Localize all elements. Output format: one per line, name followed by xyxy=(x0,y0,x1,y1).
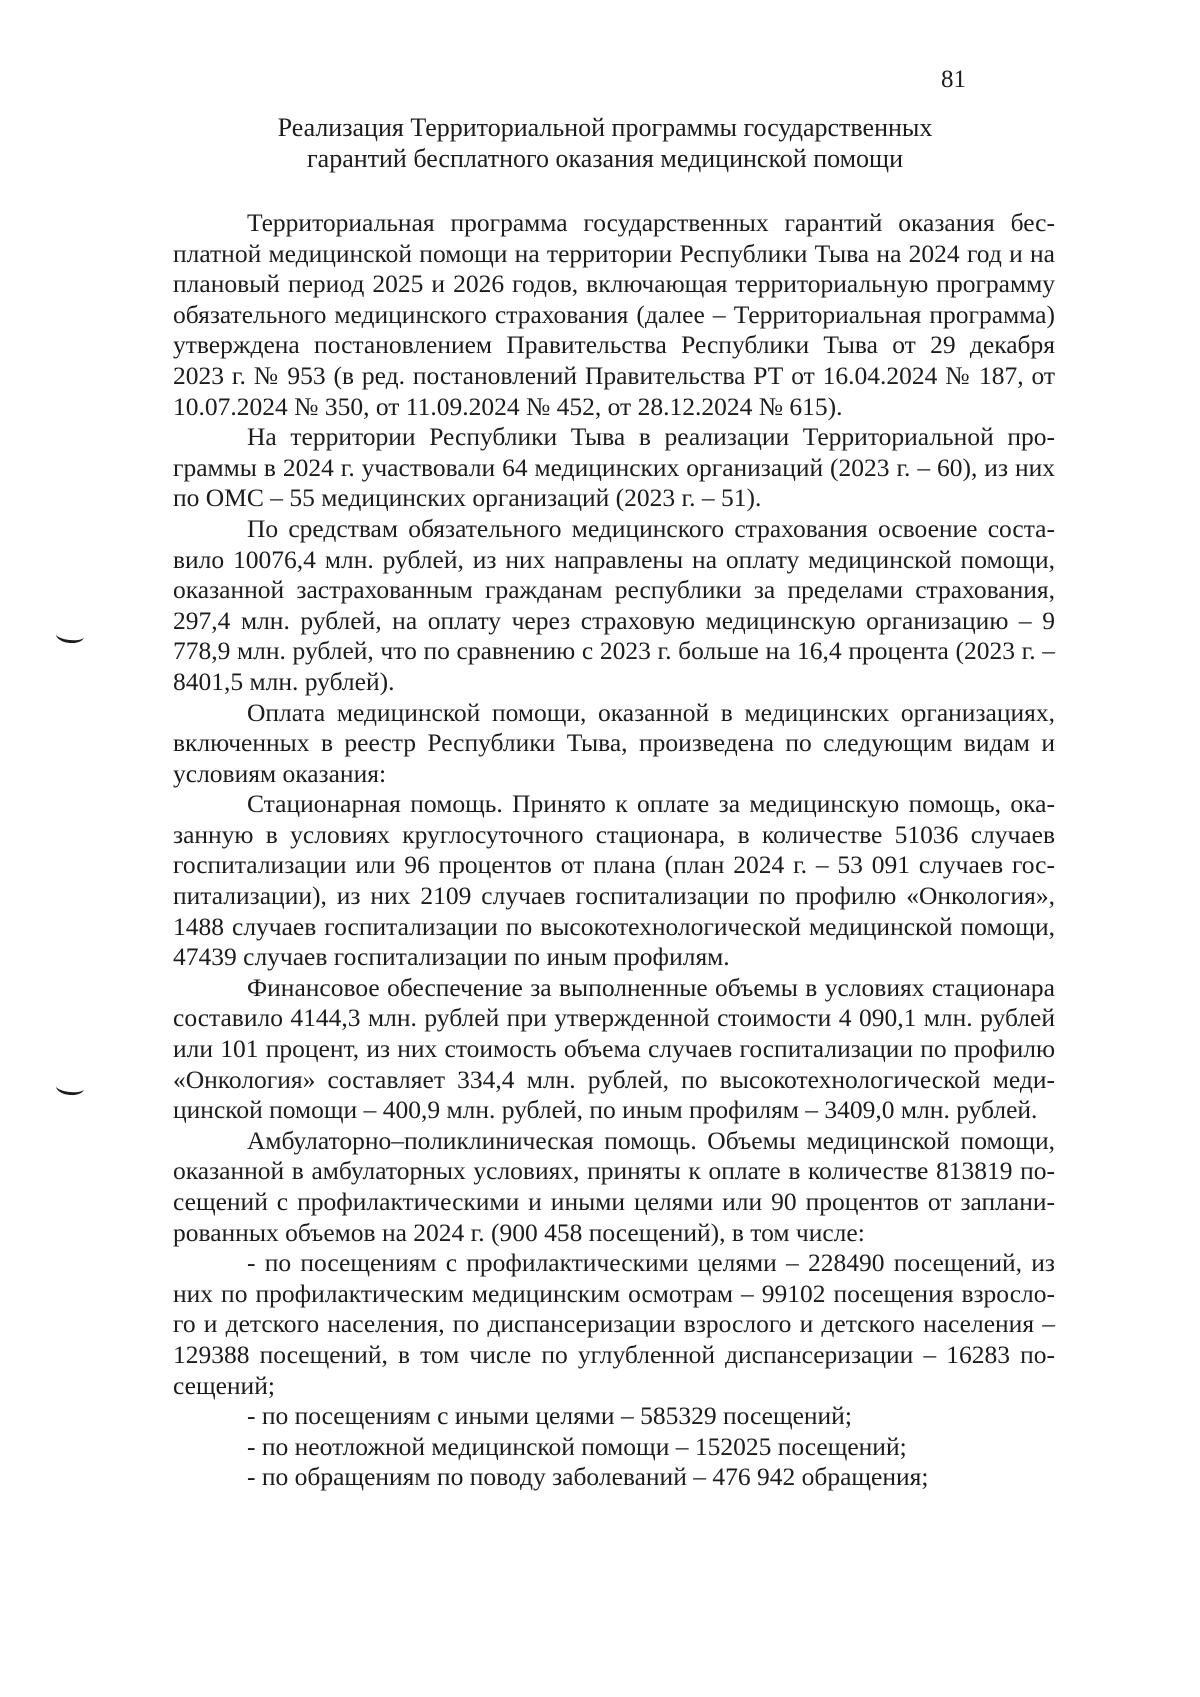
paragraph-inpatient-financing: Финансовое обеспечение за выполненные объемы в условиях стационара составило 4144,3 млн. рублей при утвержденной стоимости 4 090,1 млн. рублей или 101 процент, из них стоимость объема случаев госпитализации по профилю «Онкология» составляет 334,4 млн. рублей, по высокотехнологической медицинской помощи – 400,9 млн. рублей, по иным профилям – 3409,0 млн. рублей. xyxy=(173,972,1055,1125)
list-item-other-visits: - по посещениям с иными целями – 585329 посещений; xyxy=(247,1401,852,1431)
list-item-emergency-care: - по неотложной медицинской помощи – 152025 посещений; xyxy=(247,1431,907,1461)
section-title-line-1: Реализация Территориальной программы государственных xyxy=(277,113,933,142)
paragraph-inpatient-care: Стационарная помощь. Принято к оплате за медицинскую помощь, оказанную в условиях круглосуточного стационара, в количестве 51036 случаев госпитализации или 96 процентов от плана (план 2024 г. – 53 091 случаев госпитализации), из них 2109 случаев госпитализации по профилю «Онкология», 1488 случаев госпитализации по высокотехнологической медицинской помощи, 47439 случаев госпитализации по иным профилям. xyxy=(173,789,1055,972)
paragraph-program-approval: Территориальная программа государственных гарантий оказания бесплатной медицинской помощи на территории Республики Тыва на 2024 год и на плановый период 2025 и 2026 годов, включающая территориальную программу обязательного медицинского страхования (далее – Территориальная программа) утверждена постановлением Правительства Республики Тыва от 29 декабря 2023 г. № 953 (в ред. постановлений Правительства РТ от 16.04.2024 № 187, от 10.07.2024 № 350, от 11.09.2024 № 452, от 28.12.2024 № 615). xyxy=(173,208,1055,421)
paragraph-oms-funds: По средствам обязательного медицинского страхования освоение составило 10076,4 млн. рублей, из них направлены на оплату медицинской помощи, оказанной застрахованным гражданам республики за пределами страхования, 297,4 млн. рублей, на оплату через страховую медицинскую организацию – 9 778,9 млн. рублей, что по сравнению с 2023 г. больше на 16,4 процента (2023 г. – 8401,5 млн. рублей). xyxy=(173,513,1055,696)
paragraph-payment-types: Оплата медицинской помощи, оказанной в медицинских организациях, включенных в реестр Республики Тыва, произведена по следующим видам и условиям оказания: xyxy=(173,697,1055,788)
section-title xyxy=(160,112,1050,174)
list-item-preventive-visits: - по посещениям с профилактическими целями – 228490 посещений, из них по профилактическим медицинским осмотрам – 99102 посещения взрослого и детского населения, по диспансеризации взрослого и детского населения – 129388 посещений, в том числе по углубленной диспансеризации – 16283 посещений; xyxy=(173,1248,1055,1400)
paragraph-outpatient-care: Амбулаторно–поликлиническая помощь. Объемы медицинской помощи, оказанной в амбулаторных условиях, приняты к оплате в количестве 813819 посещений с профилактическими и иными целями или 90 процентов от запланированных объемов на 2024 г. (900 458 посещений), в том числе: xyxy=(173,1125,1055,1247)
document-body xyxy=(173,208,1055,1493)
page-number: 81 xyxy=(941,66,966,93)
section-title-line-2: гарантий бесплатного оказания медицинской помощи xyxy=(307,144,903,173)
paragraph-participating-organizations: На территории Республики Тыва в реализации Территориальной программы в 2024 г. участвовали 64 медицинских организаций (2023 г. – 60), из них по ОМС – 55 медицинских организаций (2023 г. – 51). xyxy=(173,422,1055,513)
list-item-disease-appeals: - по обращениям по поводу заболеваний – 476 942 обращения; xyxy=(247,1462,929,1492)
margin-pen-mark xyxy=(55,627,84,645)
margin-pen-mark xyxy=(55,1079,84,1097)
